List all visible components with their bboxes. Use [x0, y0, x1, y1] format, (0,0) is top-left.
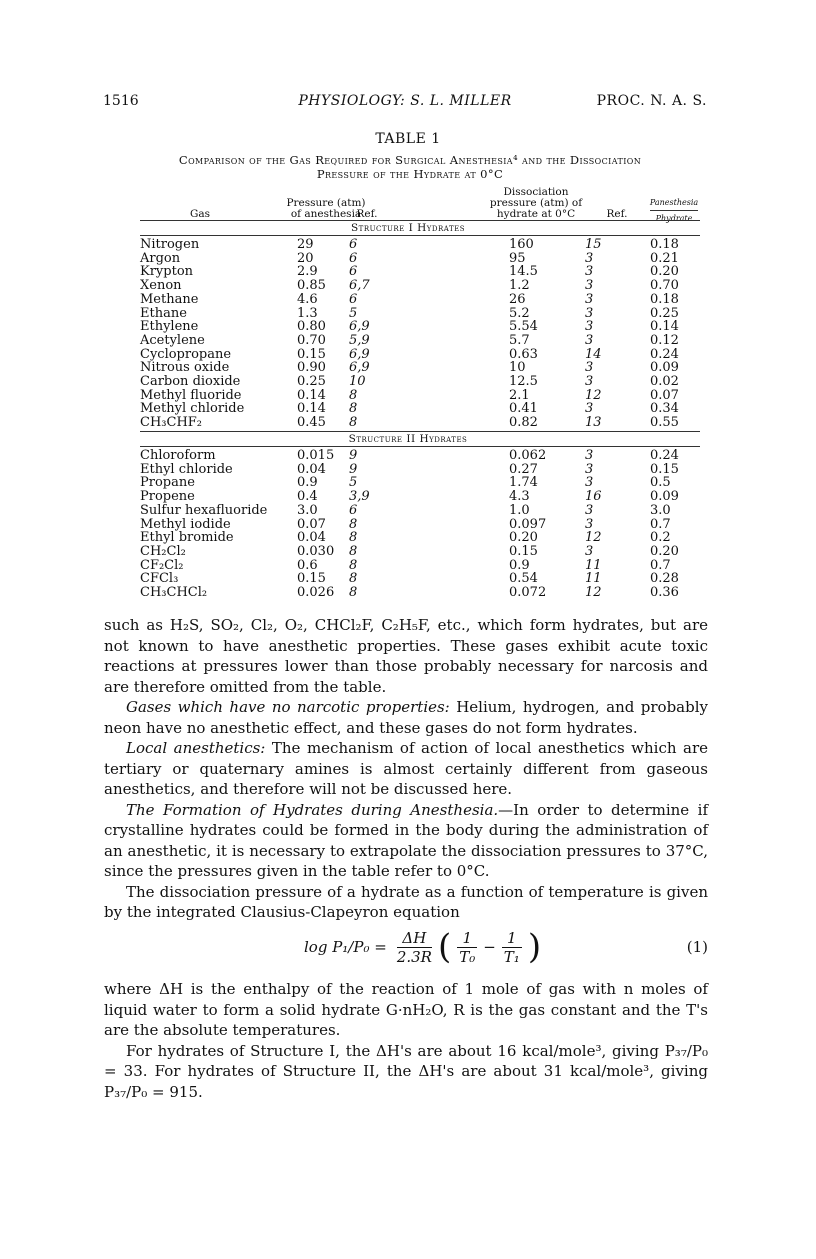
anesthesia-pressure-cell: 3.0 [297, 502, 318, 518]
anesthesia-ref-cell: 6,9 [349, 346, 370, 362]
anesthesia-ref-cell: 6 [349, 250, 358, 266]
dissociation-ref-cell: 16 [585, 489, 602, 505]
gas-cell: Propene [140, 489, 195, 505]
anesthesia-pressure-cell: 0.4 [297, 489, 318, 505]
table-label: TABLE 1 [375, 131, 441, 147]
dissociation-pressure-cell: 5.7 [509, 332, 530, 348]
ratio-cell: 0.24 [650, 448, 679, 463]
equation-t0-num: 1 [462, 928, 472, 947]
ratio-cell: 0.7 [650, 557, 671, 573]
structure1-heading: Structure I Hydrates [350, 222, 466, 234]
ratio-cell: 0.18 [650, 237, 679, 252]
paragraph-3-text: The mechanism of action of local anesthetics which are tertiary or quaternary amines is almost certainly different from gaseous anesthetics, and therefore will not be discussed here. [104, 739, 709, 798]
anesthesia-ref-cell: 6 [349, 237, 358, 252]
ratio-cell: 0.5 [650, 475, 671, 491]
paragraph-1: such as H₂S, SO₂, Cl₂, O₂, CHCl₂F, C₂H₅F, etc., which form hydrates, but are not known to have anesthetic properties. These gases exhibit acute toxic reactions at pressures lower than those probably necessary for narcosis and are therefore omitted from the table. [104, 616, 708, 696]
equation-lhs: log P₁/P₀ = [304, 938, 387, 956]
ratio-cell: 0.21 [650, 250, 679, 266]
anesthesia-pressure-cell: 0.14 [297, 387, 326, 403]
table-caption-line2: Pressure of the Hydrate at 0°C [316, 167, 504, 181]
anesthesia-pressure-cell: 0.026 [297, 585, 335, 600]
anesthesia-ref-cell: 8 [349, 543, 358, 559]
anesthesia-pressure-cell: 0.015 [297, 448, 335, 463]
anesthesia-pressure-cell: 0.85 [297, 278, 326, 294]
ratio-cell: 0.25 [650, 305, 679, 321]
dissociation-pressure-cell: 160 [509, 237, 534, 252]
structure2-row [0, 463, 816, 477]
ratio-cell: 0.20 [650, 543, 679, 559]
dissociation-pressure-cell: 2.1 [509, 387, 530, 403]
dissociation-pressure-cell: 0.63 [509, 346, 538, 362]
structure1-row [0, 348, 816, 362]
paragraph-3-lead: Local anesthetics: [126, 739, 266, 757]
gas-cell: Methyl chloride [140, 401, 245, 417]
paragraph-4-text: —In order to determine if crystalline hydrates could be formed in the body during the administration of an anesthetic, it is necessary to extrapolate the dissociation pressures to 37°C, since the pressures given in the table refer to 0°C. [104, 800, 708, 880]
gas-cell: CH₂Cl₂ [140, 543, 186, 559]
gas-cell: Argon [140, 250, 181, 266]
structure2-row [0, 449, 816, 463]
equation-t1-den: T₁ [503, 947, 520, 966]
anesthesia-pressure-cell: 2.9 [297, 264, 318, 280]
dissociation-ref-cell: 11 [585, 571, 602, 587]
gas-cell: CF₂Cl₂ [140, 557, 184, 573]
ratio-cell: 0.18 [650, 291, 679, 307]
dissociation-ref-cell: 3 [585, 278, 594, 294]
structure2-row [0, 572, 816, 586]
anesthesia-pressure-cell: 0.04 [297, 530, 326, 546]
table-rule-top [140, 220, 700, 221]
paragraph-2-lead: Gases which have no narcotic properties: [126, 698, 450, 716]
anesthesia-ref-cell: 5 [349, 305, 358, 321]
running-title: PHYSIOLOGY: S. L. MILLER [298, 93, 512, 109]
equation-open-paren: ( [437, 927, 452, 967]
dissociation-ref-cell: 3 [585, 374, 594, 389]
ratio-cell: 0.07 [650, 387, 679, 403]
anesthesia-pressure-cell: 0.6 [297, 557, 318, 573]
paragraph-6: where ΔH is the enthalpy of the reaction of 1 mole of gas with n moles of liquid water to form a solid hydrate G·nH₂O, R is the gas constant and the T's are the absolute temperatures. [104, 980, 708, 1039]
ratio-cell: 0.09 [650, 360, 679, 376]
gas-cell: Methyl iodide [140, 516, 231, 532]
anesthesia-ref-cell: 8 [349, 530, 358, 546]
equation-frac-num: ΔH [402, 928, 427, 947]
table-caption-line1: Comparison of the Gas Required for Surgical Anesthesia⁴ and the Dissociation [178, 153, 642, 167]
paragraph-3 [104, 738, 708, 800]
dissociation-ref-cell: 3 [585, 250, 594, 266]
gas-cell: Ethyl bromide [140, 530, 234, 546]
equation-t0-den: T₀ [459, 947, 476, 966]
equation-t1-fraction [502, 929, 522, 966]
structure2-row [0, 586, 816, 600]
dissociation-pressure-cell: 14.5 [509, 264, 538, 280]
ratio-cell: 0.7 [650, 516, 671, 532]
structure2-row [0, 476, 816, 490]
anesthesia-pressure-cell: 0.90 [297, 360, 326, 376]
equation-number: (1) [686, 938, 708, 956]
dissociation-pressure-cell: 4.3 [509, 489, 530, 505]
equation-close-paren: ) [527, 927, 542, 967]
gas-cell: Propane [140, 475, 195, 491]
structure1-row [0, 334, 816, 348]
col-head-anesthesia: Pressure (atm) of anesthesia [286, 197, 366, 220]
gas-cell: Chloroform [140, 448, 216, 463]
dissociation-ref-cell: 12 [585, 585, 602, 600]
paragraph-2-text: Helium, hydrogen, and probably neon have no anesthetic effect, and these gases do not form hydrates. [104, 698, 708, 737]
anesthesia-pressure-cell: 0.04 [297, 461, 326, 477]
anesthesia-ref-cell: 6,9 [349, 360, 370, 376]
gas-cell: Nitrous oxide [140, 360, 230, 376]
structure1-row [0, 375, 816, 389]
anesthesia-pressure-cell: 0.15 [297, 346, 326, 362]
anesthesia-pressure-cell: 0.80 [297, 319, 326, 335]
dissociation-pressure-cell: 5.2 [509, 305, 530, 321]
anesthesia-ref-cell: 8 [349, 557, 358, 573]
anesthesia-pressure-cell: 1.3 [297, 305, 318, 321]
equation-t0-fraction [457, 929, 477, 966]
structure1-row [0, 293, 816, 307]
dissociation-pressure-cell: 0.062 [509, 448, 547, 463]
ratio-cell: 0.28 [650, 571, 679, 587]
dissociation-ref-cell: 3 [585, 543, 594, 559]
gas-cell: Cyclopropane [140, 346, 232, 362]
anesthesia-pressure-cell: 4.6 [297, 291, 318, 307]
anesthesia-ref-cell: 8 [349, 585, 358, 600]
gas-cell: Ethane [140, 305, 187, 321]
anesthesia-pressure-cell: 0.030 [297, 543, 335, 559]
anesthesia-pressure-cell: 0.9 [297, 475, 318, 491]
structure2-row [0, 531, 816, 545]
ratio-cell: 0.12 [650, 332, 679, 348]
gas-cell: Carbon dioxide [140, 374, 241, 389]
structure2-row [0, 518, 816, 532]
dissociation-pressure-cell: 1.0 [509, 502, 530, 518]
dissociation-ref-cell: 15 [585, 237, 602, 252]
anesthesia-ref-cell: 5 [349, 475, 358, 491]
col-head-dissociation: Dissociation pressure (atm) of hydrate at 0°C [489, 186, 583, 220]
anesthesia-pressure-cell: 0.14 [297, 401, 326, 417]
dissociation-pressure-cell: 1.74 [509, 475, 538, 491]
paragraph-7: For hydrates of Structure I, the ΔH's are about 16 kcal/mole³, giving P₃₇/P₀ = 33. For hydrates of Structure II, the ΔH's are about 31 kcal/mole³, giving P₃₇/P₀ = 915. [104, 1041, 708, 1101]
anesthesia-ref-cell: 6,9 [349, 319, 370, 335]
structure1-row [0, 238, 816, 252]
structure2-row [0, 490, 816, 504]
structure1-row [0, 416, 816, 430]
dissociation-ref-cell: 3 [585, 401, 594, 417]
dissociation-pressure-cell: 0.27 [509, 461, 538, 477]
dissociation-ref-cell: 3 [585, 319, 594, 335]
dissociation-pressure-cell: 5.54 [509, 319, 538, 335]
anesthesia-pressure-cell: 0.70 [297, 332, 326, 348]
anesthesia-ref-cell: 6 [349, 291, 358, 307]
dissociation-ref-cell: 3 [585, 305, 594, 321]
anesthesia-pressure-cell: 0.25 [297, 374, 326, 389]
anesthesia-ref-cell: 8 [349, 516, 358, 532]
anesthesia-ref-cell: 6,7 [349, 278, 370, 294]
ratio-fraction-bar [650, 210, 698, 211]
anesthesia-ref-cell: 6 [349, 264, 358, 280]
dissociation-pressure-cell: 10 [509, 360, 526, 376]
ratio-cell: 0.14 [650, 319, 679, 335]
dissociation-pressure-cell: 0.072 [509, 585, 547, 600]
ratio-cell: 0.70 [650, 278, 679, 294]
ratio-cell: 3.0 [650, 502, 671, 518]
structure2-row [0, 504, 816, 518]
ratio-cell: 0.24 [650, 346, 679, 362]
dissociation-pressure-cell: 95 [509, 250, 526, 266]
page-number: 1516 [103, 93, 139, 109]
gas-cell: Sulfur hexafluoride [140, 502, 268, 518]
dissociation-pressure-cell: 0.9 [509, 557, 530, 573]
structure1-row [0, 389, 816, 403]
anesthesia-pressure-cell: 0.45 [297, 415, 326, 431]
ratio-cell: 0.36 [650, 585, 679, 600]
col-head-gas: Gas [189, 208, 211, 220]
gas-cell: CH₃CHF₂ [140, 415, 203, 431]
structure2-heading: Structure II Hydrates [348, 433, 468, 445]
table-rule-structure2-top [140, 431, 700, 432]
dissociation-pressure-cell: 12.5 [509, 374, 538, 389]
gas-cell: Xenon [140, 278, 182, 294]
structure2-row [0, 545, 816, 559]
dissociation-ref-cell: 13 [585, 415, 602, 431]
structure1-row [0, 252, 816, 266]
anesthesia-pressure-cell: 0.15 [297, 571, 326, 587]
dissociation-ref-cell: 11 [585, 557, 602, 573]
dissociation-ref-cell: 3 [585, 332, 594, 348]
ratio-numerator: Panesthesia [649, 198, 699, 207]
table-caption [130, 153, 690, 181]
equation-t1-num: 1 [507, 928, 517, 947]
gas-cell: Ethylene [140, 319, 199, 335]
dissociation-ref-cell: 3 [585, 360, 594, 376]
anesthesia-ref-cell: 5,9 [349, 332, 370, 348]
anesthesia-pressure-cell: 0.07 [297, 516, 326, 532]
structure1-row [0, 265, 816, 279]
dissociation-ref-cell: 3 [585, 448, 594, 463]
ratio-cell: 0.34 [650, 401, 679, 417]
paragraph-5: The dissociation pressure of a hydrate as a function of temperature is given by the integrated Clausius-Clapeyron equation [104, 882, 708, 921]
anesthesia-ref-cell: 9 [349, 461, 358, 477]
anesthesia-ref-cell: 8 [349, 401, 358, 417]
anesthesia-ref-cell: 8 [349, 571, 358, 587]
dissociation-ref-cell: 3 [585, 264, 594, 280]
structure2-row [0, 559, 816, 573]
gas-cell: CFCl₃ [140, 571, 179, 587]
gas-cell: Krypton [140, 264, 194, 280]
paragraph-4-lead: The Formation of Hydrates during Anesthesia. [126, 800, 499, 819]
gas-cell: Methane [140, 291, 199, 307]
gas-cell: Acetylene [140, 332, 205, 348]
anesthesia-ref-cell: 10 [349, 374, 366, 389]
col-head-ref1: Ref. [356, 208, 378, 220]
gas-cell: Ethyl chloride [140, 461, 233, 477]
equation-1 [104, 922, 708, 972]
ratio-cell: 0.20 [650, 264, 679, 280]
running-head [103, 93, 707, 113]
dissociation-ref-cell: 3 [585, 291, 594, 307]
table-rule-structure1 [140, 235, 700, 236]
dissociation-ref-cell: 12 [585, 387, 602, 403]
ratio-cell: 0.09 [650, 489, 679, 505]
dissociation-ref-cell: 3 [585, 516, 594, 532]
equation-minus: − [483, 938, 496, 956]
structure1-row [0, 307, 816, 321]
ratio-cell: 0.55 [650, 415, 679, 431]
dissociation-pressure-cell: 1.2 [509, 278, 530, 294]
body-text-lower [104, 979, 708, 1102]
ratio-cell: 0.02 [650, 374, 679, 389]
structure1-row [0, 279, 816, 293]
anesthesia-ref-cell: 6 [349, 502, 358, 518]
structure1-row [0, 320, 816, 334]
anesthesia-ref-cell: 8 [349, 387, 358, 403]
paragraph-2 [104, 697, 708, 738]
anesthesia-ref-cell: 9 [349, 448, 358, 463]
dissociation-pressure-cell: 0.82 [509, 415, 538, 431]
equation-body [304, 922, 541, 972]
dissociation-ref-cell: 3 [585, 475, 594, 491]
dissociation-pressure-cell: 0.41 [509, 401, 538, 417]
dissociation-pressure-cell: 0.20 [509, 530, 538, 546]
dissociation-ref-cell: 12 [585, 530, 602, 546]
anesthesia-pressure-cell: 29 [297, 237, 314, 252]
ratio-cell: 0.15 [650, 461, 679, 477]
anesthesia-pressure-cell: 20 [297, 250, 314, 266]
dissociation-ref-cell: 14 [585, 346, 602, 362]
gas-cell: CH₃CHCl₂ [140, 585, 208, 600]
equation-fraction [397, 929, 432, 966]
structure1-row [0, 402, 816, 416]
ratio-denominator: Phydrate [655, 214, 693, 223]
dissociation-ref-cell: 3 [585, 461, 594, 477]
col-head-ref2: Ref. [606, 208, 628, 220]
anesthesia-ref-cell: 3,9 [349, 489, 370, 505]
dissociation-pressure-cell: 0.097 [509, 516, 547, 532]
gas-cell: Methyl fluoride [140, 387, 242, 403]
gas-cell: Nitrogen [140, 237, 200, 252]
anesthesia-ref-cell: 8 [349, 415, 358, 431]
journal-name: PROC. N. A. S. [596, 93, 707, 109]
ratio-cell: 0.2 [650, 530, 671, 546]
table-rule-structure2 [140, 446, 700, 447]
dissociation-pressure-cell: 0.15 [509, 543, 538, 559]
equation-frac-den: 2.3R [396, 947, 432, 966]
dissociation-ref-cell: 3 [585, 502, 594, 518]
dissociation-pressure-cell: 0.54 [509, 571, 538, 587]
paragraph-4 [104, 800, 708, 882]
body-text-upper [104, 615, 708, 923]
dissociation-pressure-cell: 26 [509, 291, 526, 307]
structure1-row [0, 361, 816, 375]
